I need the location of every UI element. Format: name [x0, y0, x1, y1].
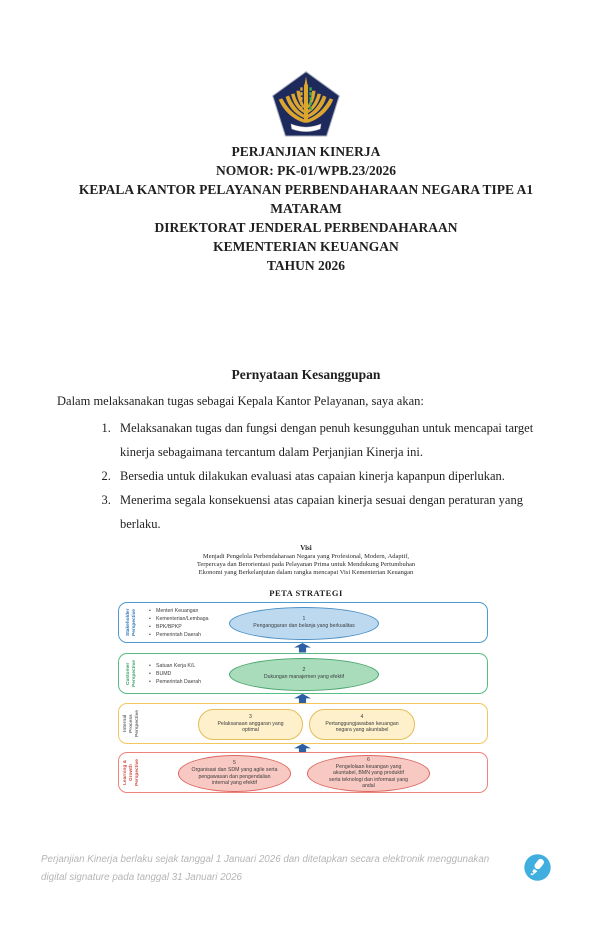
visi-text-line: Terpercaya dan Berorientasi pada Pelayanan Prima untuk Mendukung Pertumbuhan: [196, 561, 416, 568]
node-text: Organisasi dan SDM yang agile serta pengawasan dan pengendalian internal yang efektif: [191, 767, 278, 786]
title-line: KEMENTERIAN KEUANGAN: [213, 239, 399, 254]
perspective-band-learning-growth: [118, 752, 488, 793]
perspective-band-internal-process: [118, 703, 488, 744]
band-label-customer: Customer Perspective: [125, 660, 137, 687]
digital-signature-icon: [523, 853, 552, 882]
strategy-node-3: [198, 709, 303, 740]
node-number: 6: [367, 756, 370, 763]
list-item: • Satuan Kerja K/L: [148, 662, 201, 670]
statement-item: 3. Menerima segala konsekuensi atas capaian kinerja sesuai dengan peraturan yang berlaku.: [114, 488, 562, 536]
visi-heading: Visi: [300, 544, 312, 552]
node-text: Dukungan manajemen yang efektif: [263, 674, 345, 681]
customer-list: [148, 662, 201, 686]
list-item: • BPK/BPKP: [148, 623, 209, 631]
node-number: 5: [233, 760, 236, 767]
node-text: Pengelolaan keuangan yang akuntabel, BMN yang produktif serta teknologi dan informasi yang andal: [328, 763, 408, 790]
statement-intro: Dalam melaksanakan tugas sebagai Kepala Kantor Pelayanan, saya akan:: [57, 394, 424, 408]
title-line: DIREKTORAT JENDERAL PERBENDAHARAAN: [154, 220, 458, 235]
title-line: PERJANJIAN KINERJA: [231, 144, 381, 159]
list-item: • Menteri Keuangan: [148, 607, 209, 615]
up-arrow-icon: [294, 643, 311, 653]
list-item: • BUMD: [148, 670, 201, 678]
node-text: Penganggaran dan belanja yang berkualitas: [253, 623, 355, 630]
node-text: Pelaksanaan anggaran yang optimal: [217, 721, 284, 734]
perspective-band-stakeholder: [118, 602, 488, 643]
strategy-node-6: [307, 755, 430, 792]
strategy-node-1: [229, 607, 379, 640]
statement-body: [57, 391, 562, 536]
node-number: 3: [249, 714, 252, 721]
up-arrow-icon: [294, 694, 311, 704]
list-item: • Kementerian/Lembaga: [148, 615, 209, 623]
strategy-node-4: [309, 709, 415, 740]
list-item: • Pemerintah Daerah: [148, 678, 201, 686]
perspective-band-customer: [118, 653, 488, 694]
document-title: [0, 142, 612, 275]
statement-item: 1. Melaksanakan tugas dan fungsi dengan penuh kesungguhan untuk mencapai target kinerja sebagaimana tercantum dalam Perjanjian Kinerja ini.: [114, 416, 562, 464]
footer-note-line: Perjanjian Kinerja berlaku sejak tanggal 1 Januari 2026 dan ditetapkan secara elektronik menggunakan: [41, 854, 490, 865]
node-number: 4: [360, 714, 364, 721]
title-line: TAHUN 2026: [266, 258, 346, 273]
band-label-learning-growth: Learning & Growth Perspective: [122, 759, 140, 786]
node-number: 1: [302, 616, 306, 623]
stakeholder-list: [148, 607, 209, 639]
visi-text-line: Menjadi Pengelola Perbendaharaan Negara yang Profesional, Modern, Adaptif,: [202, 553, 410, 560]
footer-note: [41, 851, 529, 886]
node-text: Pertanggungjawaban keuangan negara yang akuntabel: [325, 721, 399, 734]
strategy-node-2: [229, 658, 379, 691]
statement-list: [57, 416, 562, 536]
strategy-node-5: [178, 755, 291, 792]
footer-note-line: digital signature pada tanggal 31 Januari 2026: [41, 871, 242, 883]
title-line: NOMOR: PK-01/WPB.23/2026: [216, 163, 396, 178]
visi-section: [0, 543, 612, 577]
statement-heading: Pernyataan Kesanggupan: [231, 367, 381, 382]
kementerian-keuangan-logo-icon: [272, 71, 340, 137]
list-item: • Pemerintah Daerah: [148, 631, 209, 639]
title-line: MATARAM: [270, 201, 342, 216]
statement-item: 2. Bersedia untuk dilakukan evaluasi atas capaian kinerja kapanpun diperlukan.: [114, 464, 562, 488]
strategy-map-title: PETA STRATEGI: [269, 588, 343, 598]
node-number: 2: [302, 667, 306, 674]
band-label-stakeholder: Stakeholder Perspective: [125, 608, 137, 637]
visi-text-line: Ekonomi yang Berkelanjutan dalam rangka mencapai Visi Kementerian Keuangan: [198, 569, 414, 576]
title-line: KEPALA KANTOR PELAYANAN PERBENDAHARAAN NEGARA TIPE A1: [78, 182, 534, 197]
band-label-internal-process: Internal Process Perspective: [122, 710, 140, 737]
